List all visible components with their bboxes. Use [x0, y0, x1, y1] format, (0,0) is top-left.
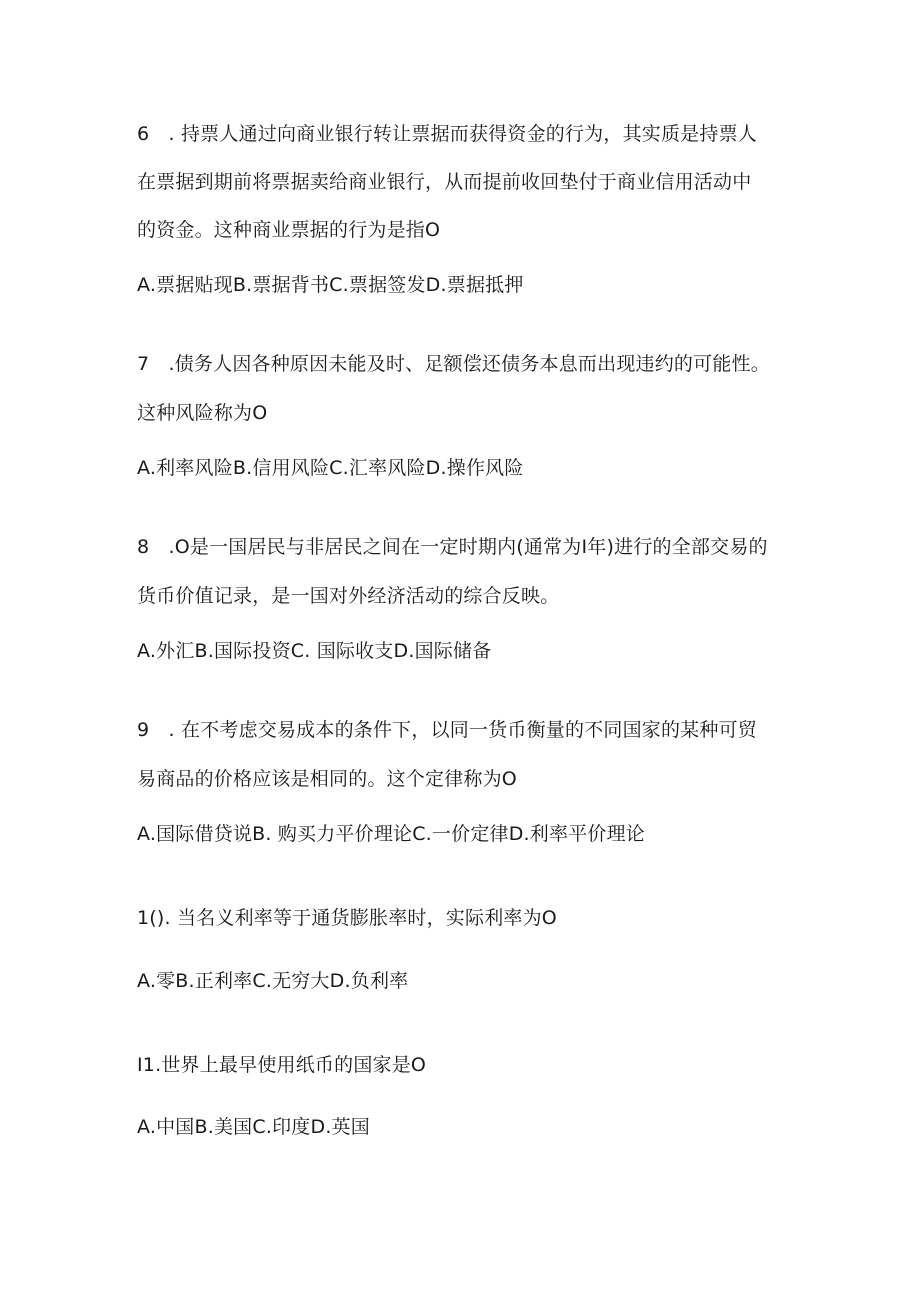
question-10-line-1: 1(). 当名义利率等于通货膨胀率时，实际利率为O	[137, 907, 557, 929]
question-10-options: A.零B.正利率C.无穷大D.负利率	[137, 970, 409, 992]
question-8-line-2: 货币价值记录，是一国对外经济活动的综合反映。	[137, 585, 560, 607]
question-8-options: A.外汇B.国际投资C. 国际收支D.国际储备	[137, 640, 492, 662]
question-7-line-2: 这种风险称为O	[137, 402, 268, 424]
question-6-line-1: 6 . 持票人通过向商业银行转让票据而获得资金的行为，其实质是持票人	[137, 123, 757, 145]
question-6-line-2: 在票据到期前将票据卖给商业银行，从而提前收回垫付于商业信用活动中	[137, 171, 752, 193]
question-6-line-3: 的资金。这种商业票据的行为是指O	[137, 219, 441, 241]
question-11-line-1: I1.世界上最早使用纸币的国家是O	[137, 1054, 427, 1076]
question-11-options: A.中国B.美国C.印度D.英国	[137, 1116, 370, 1138]
question-9-options: A.国际借贷说B. 购买力平价理论C.一价定律D.利率平价理论	[137, 823, 645, 845]
question-7-options: A.利率风险B.信用风险C.汇率风险D.操作风险	[137, 457, 524, 479]
question-9-line-2: 易商品的价格应该是相同的。这个定律称为O	[137, 768, 517, 790]
question-6-options: A.票据贴现B.票据背书C.票据签发D.票据抵押	[137, 274, 524, 296]
question-8-line-1: 8 .O是一国居民与非居民之间在一定时期内(通常为I年)进行的全部交易的	[137, 536, 768, 558]
question-7-line-1: 7 .债务人因各种原因未能及时、足额偿还债务本息而出现违约的可能性。	[137, 353, 770, 375]
question-9-line-1: 9 . 在不考虑交易成本的条件下，以同一货币衡量的不同国家的某种可贸	[137, 719, 757, 741]
